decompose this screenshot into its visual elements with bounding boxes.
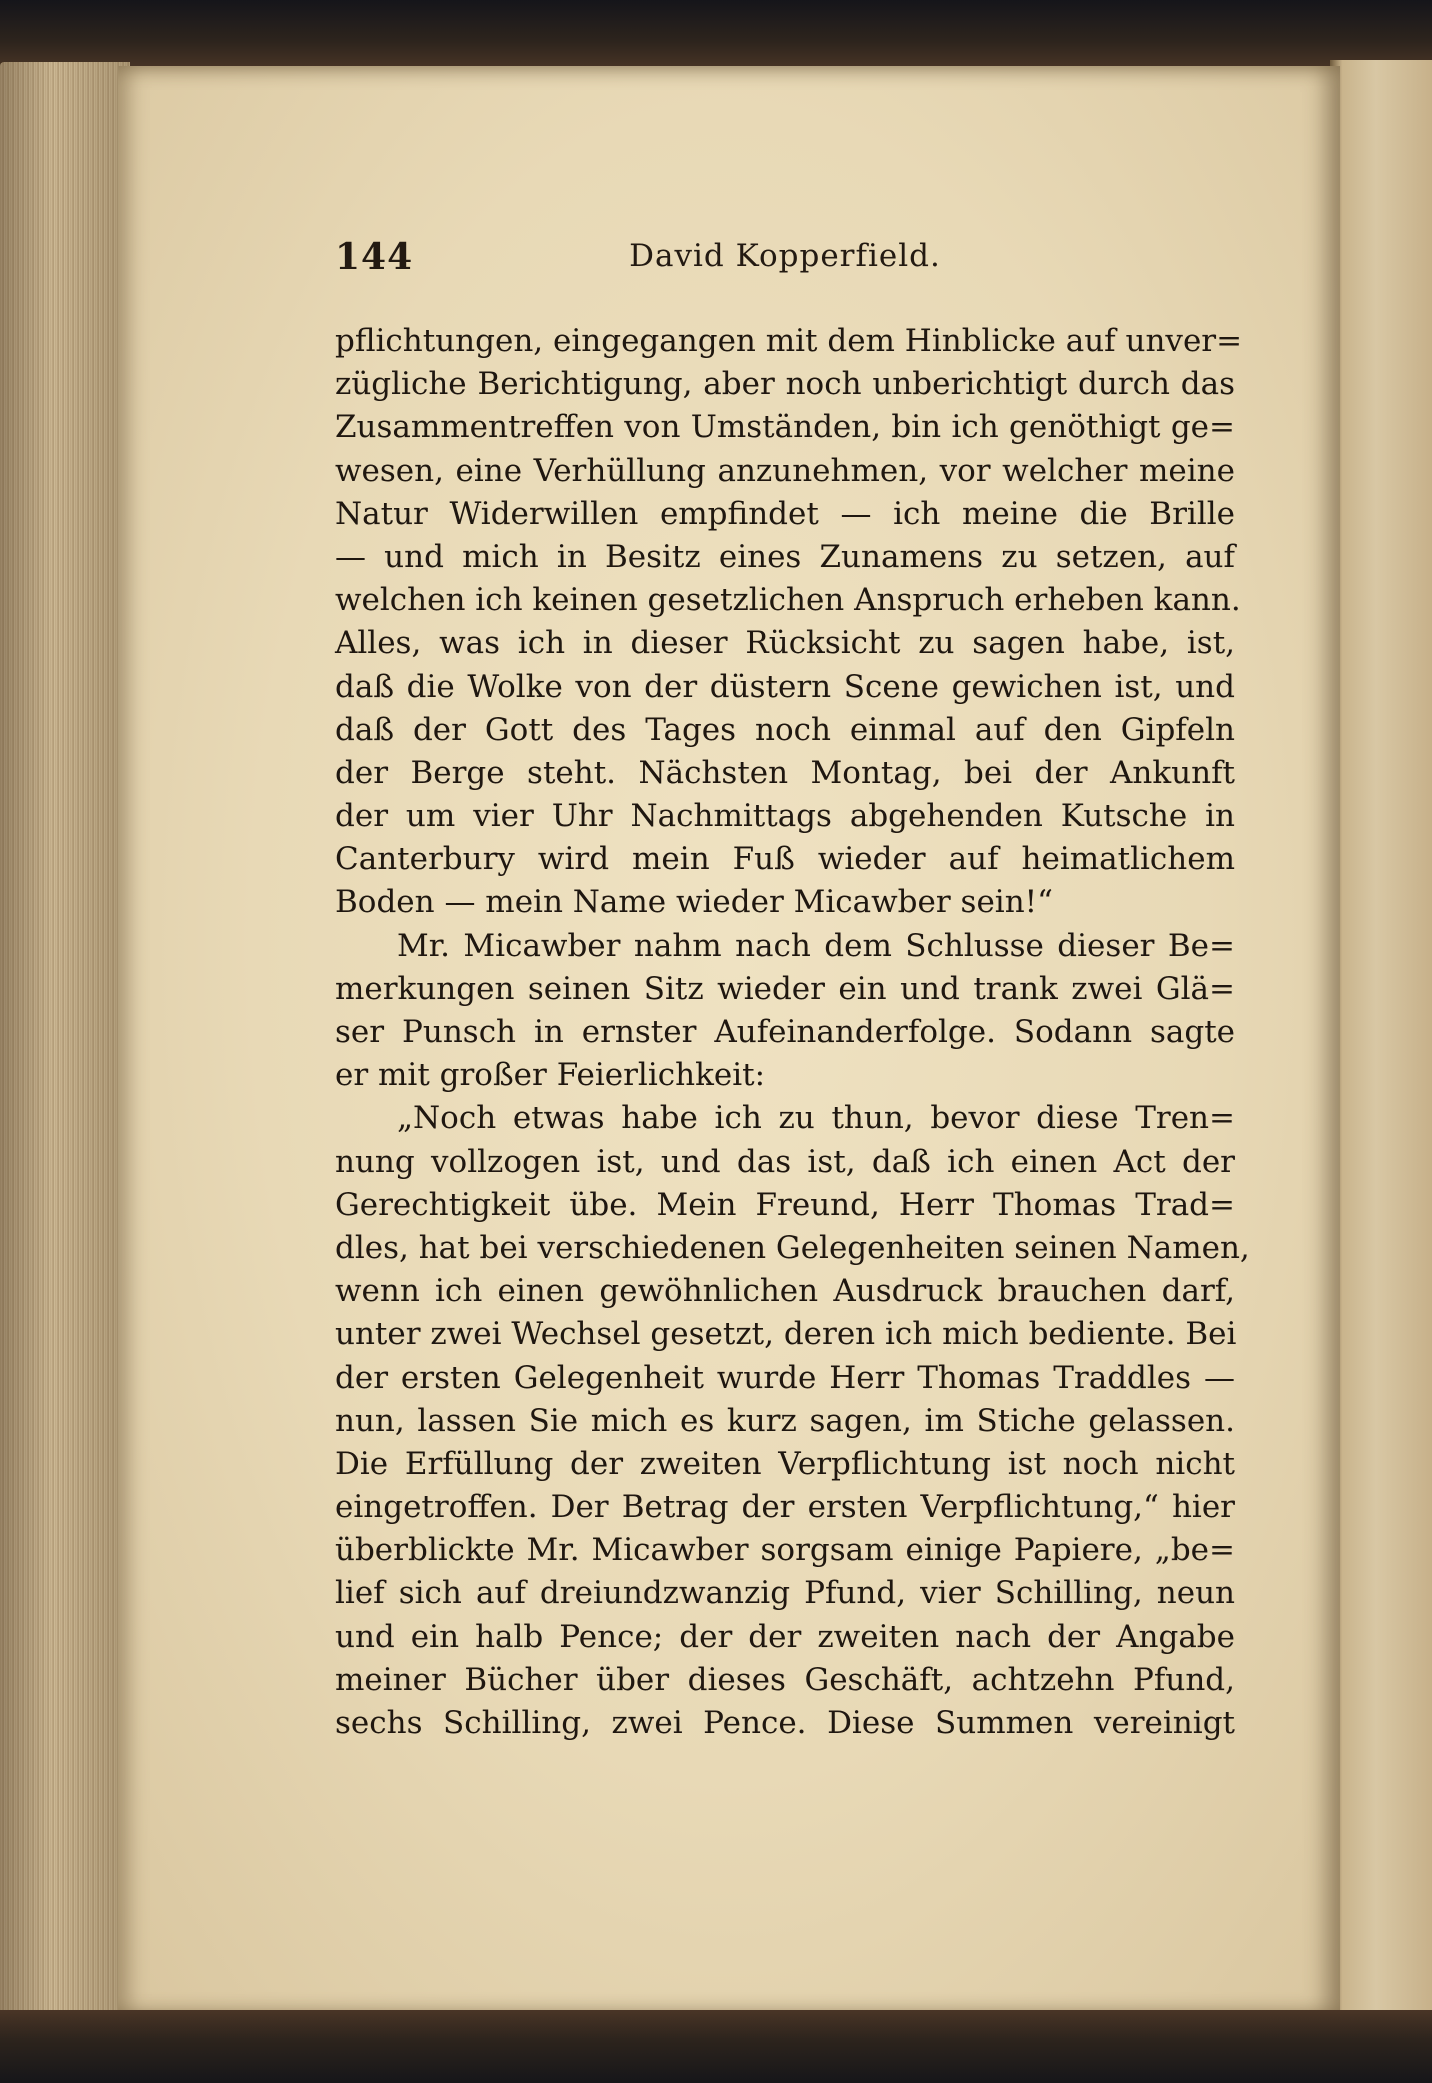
text-line: der Berge steht. Nächsten Montag, bei der Ankunft: [335, 754, 1235, 791]
text-line: und ein halb Pence; der der zweiten nach der Angabe: [335, 1618, 1235, 1655]
text-line: dles, hat bei verschiedenen Gelegenheiten seinen Namen,: [335, 1229, 1250, 1266]
book-cover-top: [0, 0, 1432, 70]
text-line: der um vier Uhr Nachmittags abgehenden Kutsche in: [335, 798, 1235, 835]
facing-page-edge: [1330, 60, 1432, 2020]
text-line: welchen ich keinen gesetzlichen Anspruch erheben kann.: [335, 582, 1241, 619]
text-line: „Noch etwas habe ich zu thun, bevor diese Tren=: [397, 1100, 1235, 1137]
text-line: Natur Widerwillen empfindet — ich meine die Brille: [335, 495, 1235, 532]
text-line: Boden — mein Name wieder Micawber sein!“: [335, 884, 1053, 921]
text-line: Mr. Micawber nahm nach dem Schlusse dieser Be=: [397, 927, 1235, 964]
text-line: unter zwei Wechsel gesetzt, deren ich mich bediente. Bei: [335, 1316, 1237, 1353]
text-line: merkungen seinen Sitz wieder ein und trank zwei Glä=: [335, 970, 1235, 1007]
text-line: Gerechtigkeit übe. Mein Freund, Herr Thomas Trad=: [335, 1186, 1235, 1223]
text-line: daß der Gott des Tages noch einmal auf den Gipfeln: [335, 711, 1235, 748]
text-line: Canterbury wird mein Fuß wieder auf heimatlichem: [335, 841, 1235, 878]
text-line: der ersten Gelegenheit wurde Herr Thomas Traddles —: [335, 1359, 1235, 1396]
text-line: wesen, eine Verhüllung anzunehmen, vor welcher meine: [335, 452, 1235, 489]
text-line: überblickte Mr. Micawber sorgsam einige Papiere, „be=: [335, 1532, 1235, 1569]
text-line: lief sich auf dreiundzwanzig Pfund, vier Schilling, neun: [335, 1575, 1235, 1612]
text-line: — und mich in Besitz eines Zunamens zu setzen, auf: [335, 538, 1235, 575]
body-text: [335, 320, 1250, 1745]
running-title: David Kopperfield.: [629, 238, 941, 274]
page-header: [335, 232, 1235, 292]
text-line: eingetroffen. Der Betrag der ersten Verpflichtung,“ hier: [335, 1489, 1235, 1526]
page-number: 144: [335, 236, 414, 278]
text-line: wenn ich einen gewöhnlichen Ausdruck brauchen darf,: [335, 1273, 1235, 1310]
text-line: er mit großer Feierlichkeit:: [335, 1057, 766, 1094]
text-line: Alles, was ich in dieser Rücksicht zu sagen habe, ist,: [335, 625, 1235, 662]
text-line: daß die Wolke von der düstern Scene gewichen ist, und: [335, 668, 1235, 705]
text-line: zügliche Berichtigung, aber noch unberichtigt durch das: [335, 366, 1235, 403]
text-line: meiner Bücher über dieses Geschäft, achtzehn Pfund,: [335, 1661, 1235, 1698]
text-line: pflichtungen, eingegangen mit dem Hinblicke auf unver=: [335, 323, 1243, 359]
text-line: nun, lassen Sie mich es kurz sagen, im Stiche gelassen.: [335, 1402, 1235, 1439]
text-line: sechs Schilling, zwei Pence. Diese Summen vereinigt: [335, 1705, 1235, 1741]
text-line: Zusammentreffen von Umständen, bin ich genöthigt ge=: [335, 409, 1235, 446]
page-edges-stack: [0, 62, 130, 2022]
book-cover-bottom: [0, 2010, 1432, 2083]
text-line: ser Punsch in ernster Aufeinanderfolge. Sodann sagte: [335, 1014, 1235, 1050]
text-line: nung vollzogen ist, und das ist, daß ich einen Act der: [335, 1143, 1235, 1180]
text-line: Die Erfüllung der zweiten Verpflichtung ist noch nicht: [335, 1445, 1235, 1482]
